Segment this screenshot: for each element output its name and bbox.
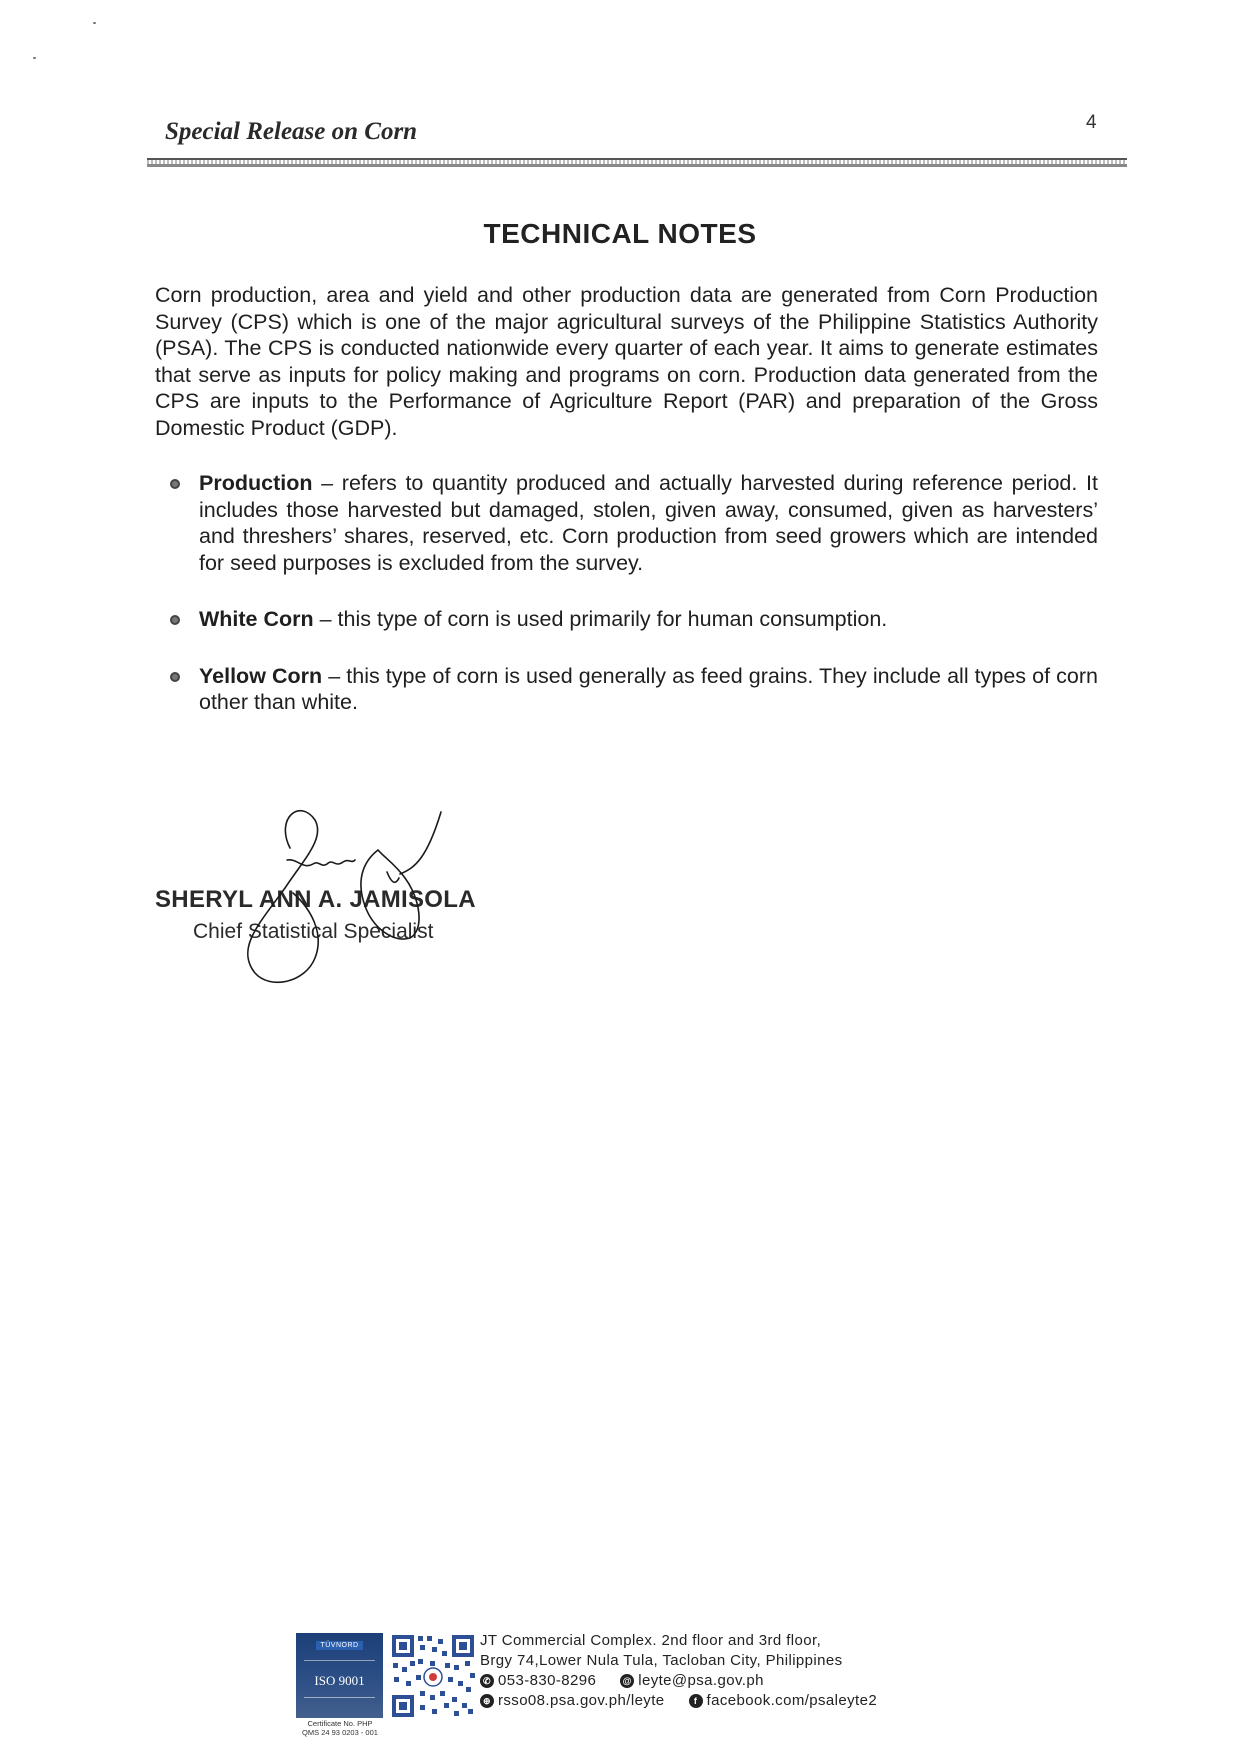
definition-term: White Corn — [199, 607, 314, 631]
signatory-name: SHERYL ANN A. JAMISOLA — [155, 886, 476, 913]
section-title: TECHNICAL NOTES — [483, 218, 757, 249]
address-line: JT Commercial Complex. 2nd floor and 3rd floor, — [480, 1632, 822, 1649]
footer-contact — [480, 1631, 877, 1711]
header-rule — [147, 158, 1127, 167]
badge-divider — [304, 1660, 375, 1661]
intro-paragraph: Corn production, area and yield and other production data are generated from Corn Production Survey (CPS) which is one of the major agricultural surveys of the Philippine Statistics Authority (PSA). The CPS is conducted nationwide every quarter of each year. It aims to generate estimates that serve as inputs for policy making and programs on corn. Production data generated from the CPS are inputs to the Performance of Agriculture Report (PAR) and preparation of the Gross Domestic Product (GDP). — [155, 283, 1098, 440]
definition-list — [155, 470, 1098, 716]
address-line: Brgy 74,Lower Nula Tula, Tacloban City, Philippines — [480, 1652, 843, 1669]
contact-row — [480, 1671, 877, 1691]
email-link[interactable]: leyte@psa.gov.ph — [638, 1672, 764, 1689]
certificate-line: QMS 24 93 0203 - 001 — [302, 1727, 378, 1737]
bullet-icon — [170, 479, 180, 489]
certificate-number — [290, 1720, 390, 1737]
qr-code-icon — [390, 1633, 476, 1719]
definition-item — [155, 606, 1098, 633]
definition-item — [155, 663, 1098, 716]
handwritten-signature — [215, 798, 475, 988]
email-icon: @ — [620, 1674, 634, 1688]
iso-certification-badge — [296, 1633, 383, 1718]
scan-speck — [33, 57, 36, 59]
scan-speck — [93, 22, 96, 24]
signatory-title: Chief Statistical Specialist — [193, 920, 434, 943]
definition-term: Yellow Corn — [199, 663, 323, 688]
phone-number[interactable]: 053-830-8296 — [498, 1672, 597, 1689]
iso-brand: TÜVNORD — [316, 1641, 362, 1650]
contact-row — [480, 1691, 877, 1711]
facebook-link[interactable]: facebook.com/psaleyte2 — [706, 1692, 878, 1709]
page-number: 4 — [1086, 112, 1097, 133]
definition-text: – this type of corn is used generally as feed grains. They include all types of corn other than white. — [199, 663, 1098, 714]
globe-icon: ⊕ — [480, 1694, 494, 1708]
bullet-icon — [170, 672, 180, 682]
iso-label: ISO 9001 — [314, 1673, 365, 1688]
bullet-icon — [170, 615, 180, 625]
certificate-line: Certificate No. PHP — [307, 1719, 373, 1728]
definition-text: – refers to quantity produced and actually harvested during reference period. It includes those harvested but damaged, stolen, given away, consumed, given as harvesters’ and threshers’ shares, reserved, etc. Corn production from seed growers which are intended for seed purposes is excluded from the survey. — [199, 471, 1098, 575]
badge-divider — [304, 1697, 375, 1698]
phone-icon: ✆ — [480, 1674, 494, 1688]
definition-term: Production — [199, 471, 313, 495]
facebook-icon: f — [689, 1694, 703, 1708]
definition-item — [155, 470, 1098, 576]
website-link[interactable]: rsso08.psa.gov.ph/leyte — [498, 1692, 665, 1709]
header-title: Special Release on Corn — [165, 118, 418, 145]
definition-text: – this type of corn is used primarily for human consumption. — [313, 607, 888, 631]
